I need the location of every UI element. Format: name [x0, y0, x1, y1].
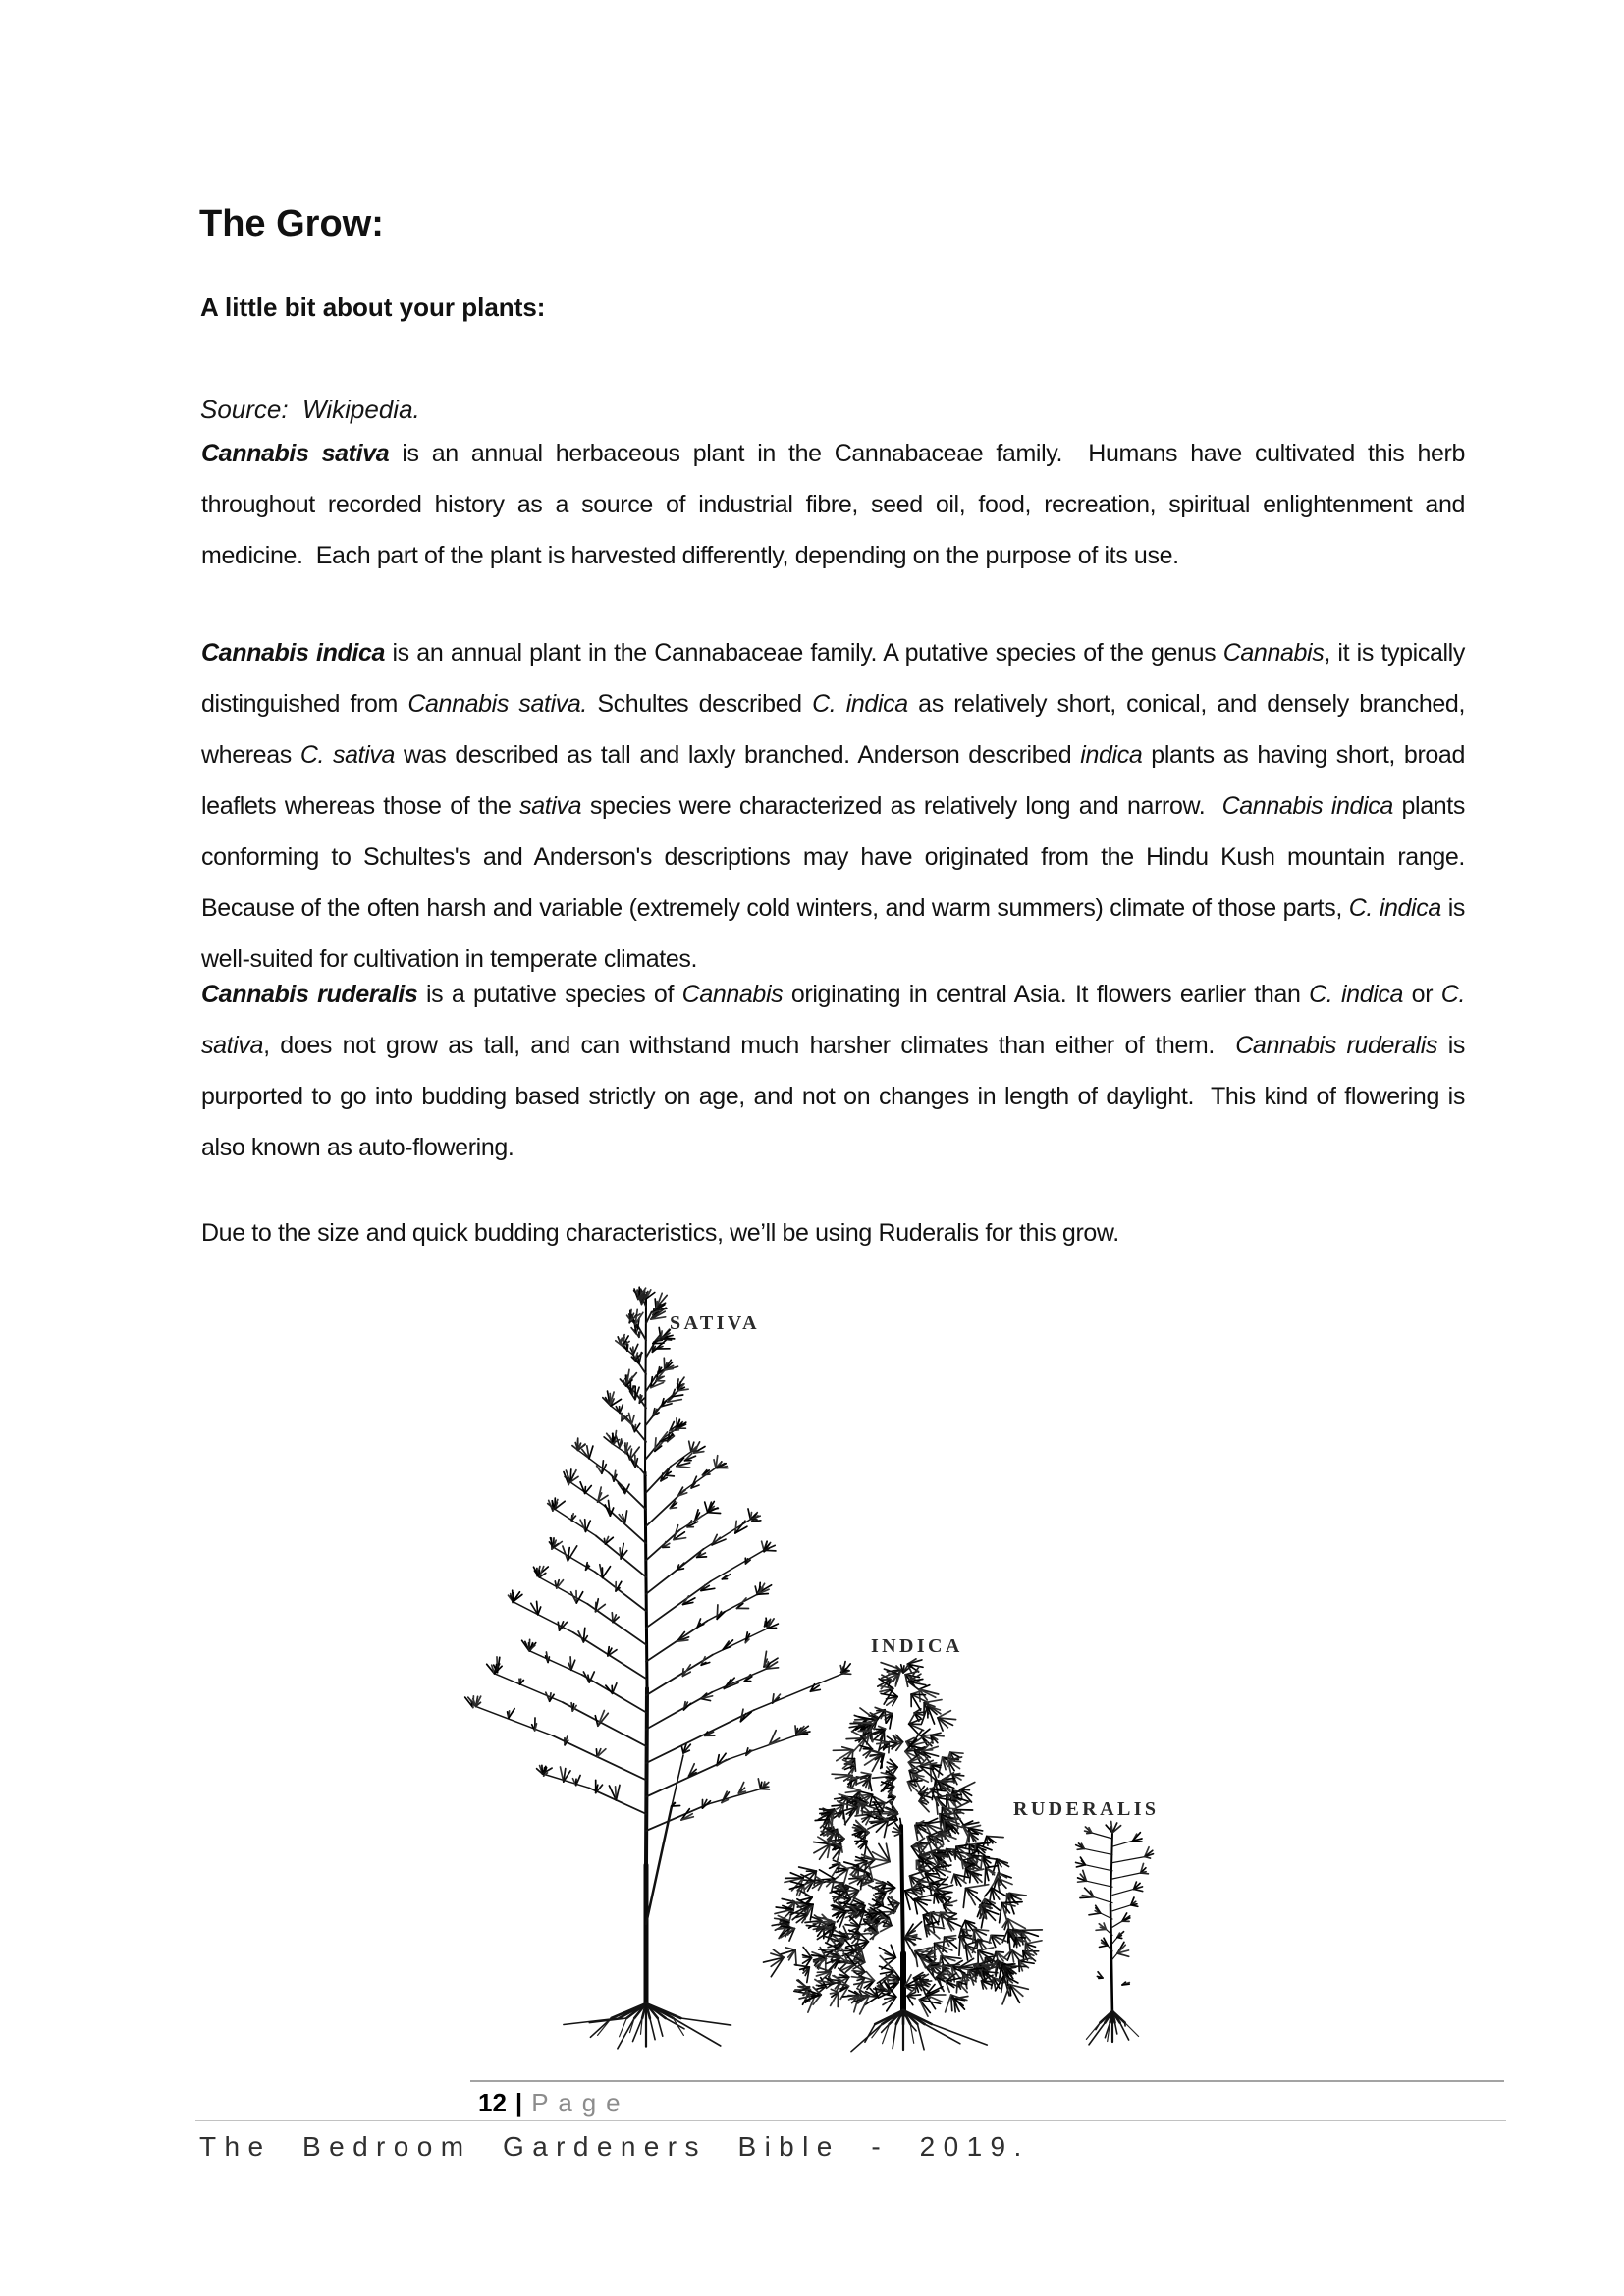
body-paragraph: Cannabis indica is an annual plant in the Cannabaceae family. A putative species of the genus Cannabis, it is typically distinguished from Cannabis sativa. Schultes described C. indica as relatively short, conical, and densely branched, whereas C. sativa was described as tall and laxly branched. Anderson described indica plants as having short, broad leaflets whereas those of the sativa species were characterized as relatively long and narrow. Cannabis indica plants conforming to Schultes's and Anderson's descriptions may have originated from the Hindu Kush mountain range. Because of the often harsh and variable (extremely cold winters, and warm summers) climate of those parts, C. indica is well-suited for cultivation in temperate climates.	[201, 639, 1479, 973]
body-paragraph: Cannabis ruderalis is a putative species of Cannabis originating in central Asia. It flowers earlier than C. indica or C. sativa, does not grow as tall, and can withstand much harsher climates than either of them. Cannabis ruderalis is purported to go into budding based strictly on age, and not on changes in length of daylight. This kind of flowering is also known as auto-flowering.	[201, 981, 1472, 1161]
plant-label-indica: INDICA	[871, 1635, 963, 1657]
source-line: Source: Wikipedia.	[200, 395, 420, 424]
page-word: Page	[531, 2088, 630, 2117]
ruderalis-plant	[1076, 1822, 1154, 2045]
plant-label-ruderalis: RUDERALIS	[1013, 1798, 1160, 1820]
page-title: The Grow:	[199, 203, 384, 244]
footer-top-rule	[470, 2080, 1504, 2082]
book-title-footer: The Bedroom Gardeners Bible - 2019.	[199, 2131, 1030, 2162]
plants-illustration	[373, 1276, 1208, 2073]
page-number-row	[478, 2087, 629, 2118]
note-line: Due to the size and quick budding characteristics, we’ll be using Ruderalis for this grow.	[201, 1219, 1119, 1247]
section-subheading: A little bit about your plants:	[200, 293, 546, 322]
plants-drawing	[373, 1276, 1208, 2073]
footer-bottom-rule	[195, 2120, 1506, 2121]
indica-plant	[764, 1659, 1043, 2052]
page-number-separator: |	[514, 2088, 523, 2117]
page-number: 12	[478, 2088, 507, 2117]
plant-label-sativa: SATIVA	[670, 1312, 760, 1334]
body-paragraph: Cannabis sativa is an annual herbaceous plant in the Cannabaceae family. Humans have cultivated this herb throughout recorded history as a source of industrial fibre, seed oil, food, recreation, spiritual enlightenment and medicine. Each part of the plant is harvested differently, depending on the purpose of its use.	[201, 440, 1472, 569]
